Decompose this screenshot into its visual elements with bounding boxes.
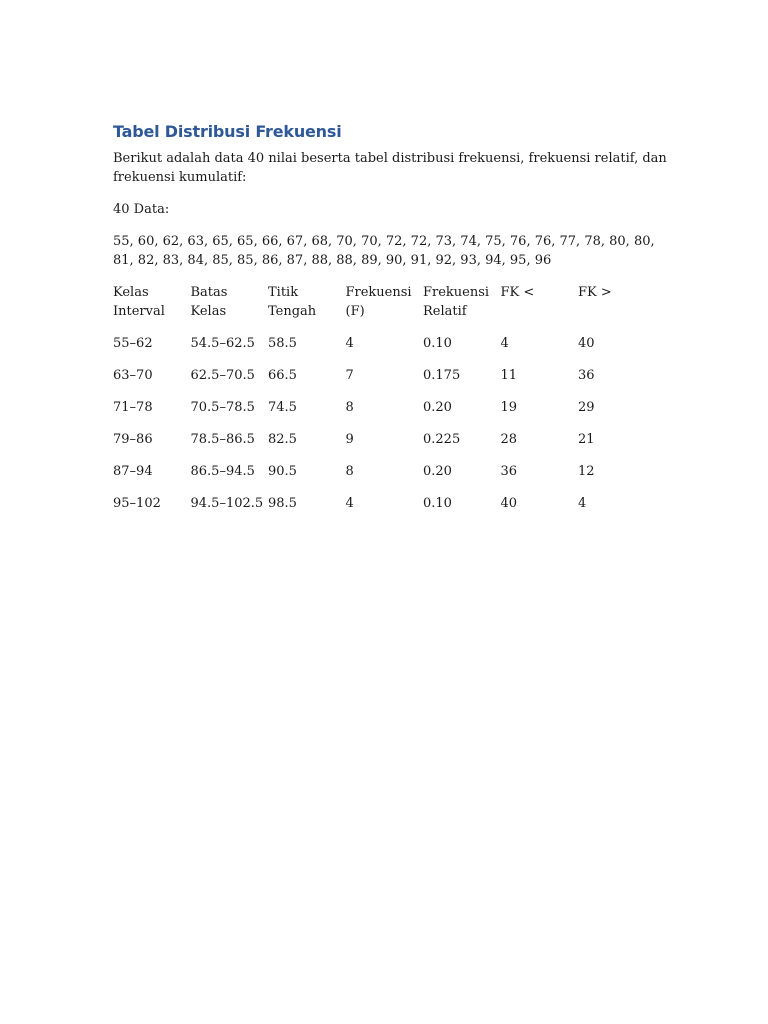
table-cell: 4 [345, 336, 354, 351]
header-frekuensi-relatif [423, 283, 501, 334]
header-fk-greater [578, 283, 656, 334]
table-cell: 90.5 [268, 464, 297, 479]
header-line: Frekuensi [423, 285, 490, 300]
table-cell: 58.5 [268, 336, 297, 351]
table-cell: 36 [578, 368, 595, 383]
header-line: Tengah [268, 304, 317, 319]
header-line: FK < [500, 285, 535, 300]
header-line: Kelas [190, 304, 227, 319]
table-row [113, 366, 656, 398]
table-cell: 28 [500, 432, 518, 447]
table-row [113, 430, 656, 462]
data-values: 55, 60, 62, 63, 65, 65, 66, 67, 68, 70, 70, 72, 72, 73, 74, 75, 76, 76, 77, 78, 80, 80, 81, 82, 83, 84, 85, 85, 86, 87, 88, 88, 89, 90, 91, 92, 93, 94, 95, 96 [113, 234, 655, 268]
table-row [113, 462, 656, 494]
table-cell: 0.225 [423, 432, 461, 447]
table-cell: 8 [345, 464, 354, 479]
table-cell: 98.5 [268, 496, 297, 511]
table-cell: 19 [500, 400, 518, 415]
table-header-row [113, 283, 656, 334]
table-cell: 4 [578, 496, 587, 511]
table-cell: 66.5 [268, 368, 297, 383]
table-cell: 63–70 [113, 368, 153, 383]
table-cell: 7 [345, 368, 354, 383]
document-page [113, 122, 673, 526]
table-cell: 12 [578, 464, 595, 479]
table-cell: 36 [500, 464, 518, 479]
table-cell: 62.5–70.5 [190, 368, 255, 383]
frequency-table [113, 283, 656, 526]
table-cell: 74.5 [268, 400, 297, 415]
table-cell: 0.20 [423, 464, 452, 479]
table-cell: 8 [345, 400, 354, 415]
header-line: Relatif [423, 304, 467, 319]
table-cell: 71–78 [113, 400, 153, 415]
table-cell: 79–86 [113, 432, 153, 447]
header-fk-less [501, 283, 579, 334]
table-cell: 29 [578, 400, 595, 415]
data-label: 40 Data: [113, 202, 170, 217]
table-cell: 87–94 [113, 464, 153, 479]
header-line: (F) [345, 304, 365, 319]
table-cell: 70.5–78.5 [190, 400, 255, 415]
table-cell: 82.5 [268, 432, 297, 447]
table-cell: 78.5–86.5 [190, 432, 255, 447]
header-batas-kelas [191, 283, 269, 334]
table-cell: 95–102 [113, 496, 161, 511]
table-cell: 4 [345, 496, 354, 511]
header-kelas-interval [113, 283, 191, 334]
table-cell: 40 [578, 336, 595, 351]
table-row [113, 398, 656, 430]
table-cell: 54.5–62.5 [190, 336, 255, 351]
table-cell: 94.5–102.5 [190, 496, 264, 511]
header-line: Frekuensi [345, 285, 412, 300]
header-titik-tengah [268, 283, 346, 334]
intro-paragraph: Berikut adalah data 40 nilai beserta tabel distribusi frekuensi, frekuensi relatif, dan frekuensi kumulatif: [113, 151, 667, 185]
table-cell: 40 [500, 496, 518, 511]
table-row [113, 334, 656, 366]
table-cell: 21 [578, 432, 595, 447]
table-cell: 86.5–94.5 [190, 464, 255, 479]
table-cell: 0.20 [423, 400, 452, 415]
table-cell: 0.175 [423, 368, 461, 383]
header-line: Interval [113, 304, 165, 319]
table-cell: 11 [500, 368, 518, 383]
page-title: Tabel Distribusi Frekuensi [113, 122, 342, 141]
table-cell: 0.10 [423, 336, 452, 351]
header-line: Batas [190, 285, 228, 300]
table-cell: 4 [500, 336, 509, 351]
table-cell: 0.10 [423, 496, 452, 511]
table-row [113, 494, 656, 526]
table-cell: 9 [345, 432, 354, 447]
header-line: FK > [578, 285, 612, 300]
header-line: Kelas [113, 285, 149, 300]
header-line: Titik [268, 285, 299, 300]
header-frekuensi [346, 283, 424, 334]
table-cell: 55–62 [113, 336, 153, 351]
